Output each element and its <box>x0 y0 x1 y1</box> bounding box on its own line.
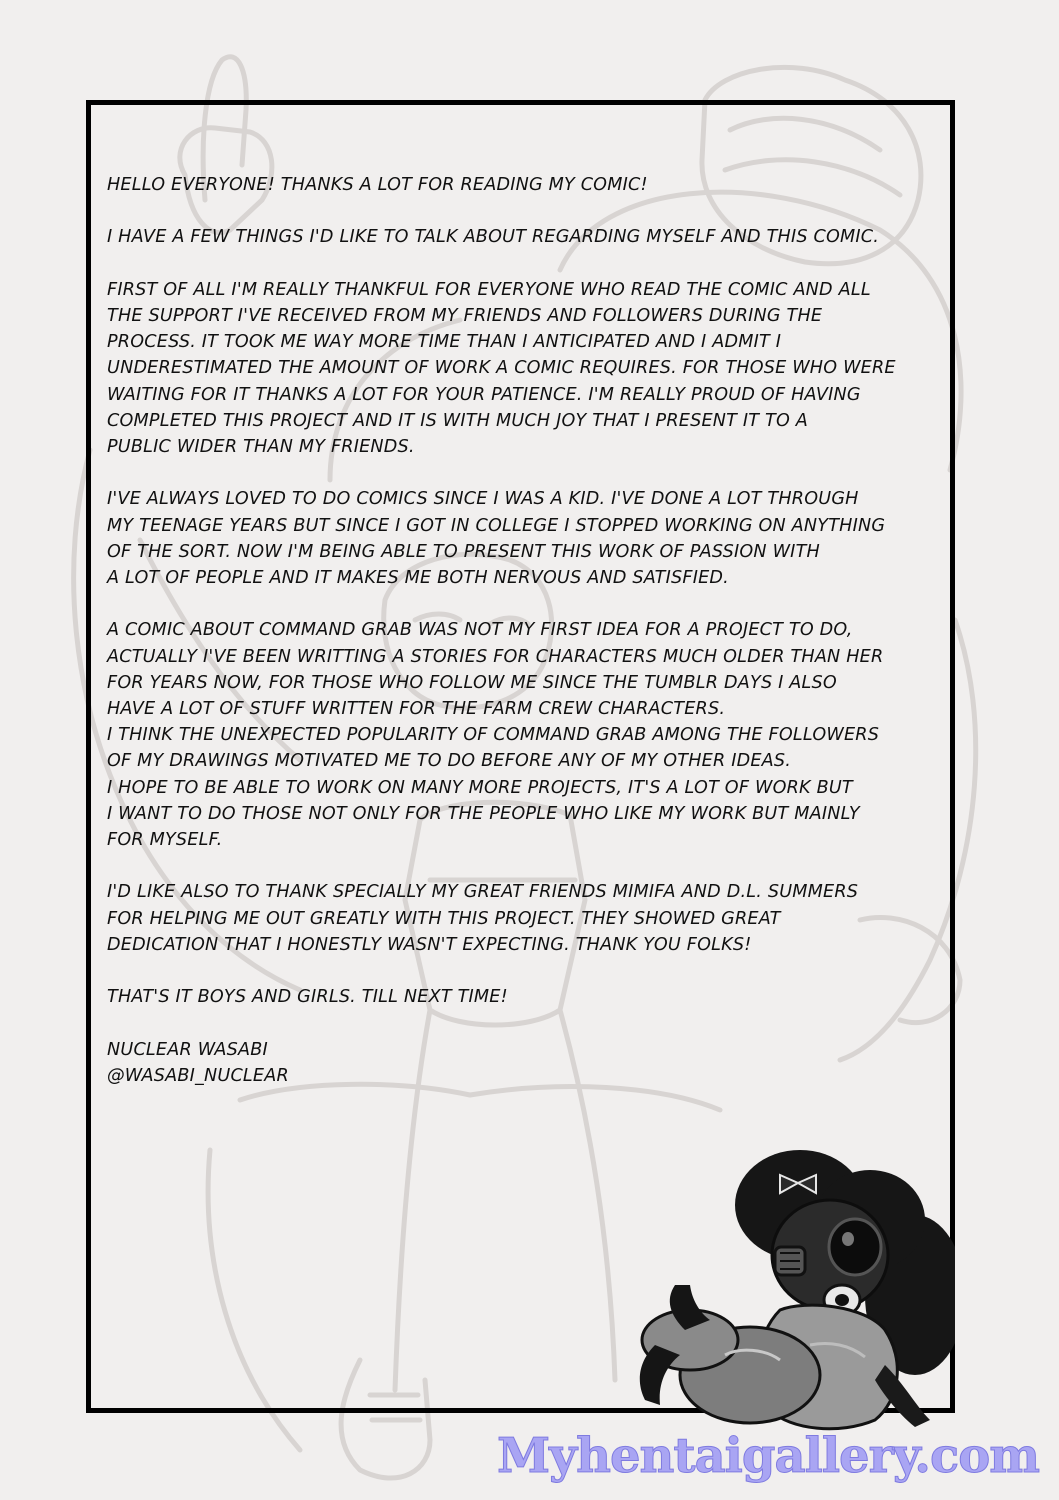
signature <box>107 1037 957 1089</box>
text-line: HAVE A LOT OF STUFF WRITTEN FOR THE FARM CREW CHARACTERS. <box>107 699 726 719</box>
text-line: FIRST OF ALL I'M REALLY THANKFUL FOR EVERYONE WHO READ THE COMIC AND ALL <box>107 279 871 300</box>
text-line: I THINK THE UNEXPECTED POPULARITY OF COMMAND GRAB AMONG THE FOLLOWERS <box>107 725 880 746</box>
text-line: THE SUPPORT I'VE RECEIVED FROM MY FRIENDS AND FOLLOWERS DURING THE <box>107 305 823 326</box>
paragraph-project-ideas <box>107 617 957 853</box>
text-line: MY TEENAGE YEARS BUT SINCE I GOT IN COLLEGE I STOPPED WORKING ON ANYTHING <box>107 515 886 536</box>
paragraph-thanks <box>107 277 957 460</box>
text-line: FOR MYSELF. <box>107 830 223 851</box>
watermark-text: Myhentaigallery.com <box>497 1428 1039 1484</box>
signature-handle: @WASABI_NUCLEAR <box>107 1065 289 1086</box>
text-line: I WANT TO DO THOSE NOT ONLY FOR THE PEOPLE WHO LIKE MY WORK BUT MAINLY <box>107 803 860 824</box>
intro-line: I HAVE A FEW THINGS I'D LIKE TO TALK ABOUT REGARDING MYSELF AND THIS COMIC. <box>107 227 880 248</box>
text-line: FOR YEARS NOW, FOR THOSE WHO FOLLOW ME SINCE THE TUMBLR DAYS I ALSO <box>107 672 837 693</box>
text-line: PROCESS. IT TOOK ME WAY MORE TIME THAN I ANTICIPATED AND I ADMIT I <box>107 332 782 353</box>
paragraph-acknowledgements <box>107 879 957 958</box>
signature-name: NUCLEAR WASABI <box>107 1039 268 1060</box>
text-line: ACTUALLY I'VE BEEN WRITTING A STORIES FOR CHARACTERS MUCH OLDER THAN HER <box>107 646 884 667</box>
greeting-line: HELLO EVERYONE! THANKS A LOT FOR READING MY COMIC! <box>107 175 648 195</box>
text-line: FOR HELPING ME OUT GREATLY WITH THIS PROJECT. THEY SHOWED GREAT <box>107 908 781 929</box>
closing-line: THAT'S IT BOYS AND GIRLS. TILL NEXT TIME! <box>107 987 508 1008</box>
author-avatar-illustration <box>630 1135 955 1435</box>
text-line: A COMIC ABOUT COMMAND GRAB WAS NOT MY FIRST IDEA FOR A PROJECT TO DO, <box>107 620 853 641</box>
text-line: A LOT OF PEOPLE AND IT MAKES ME BOTH NERVOUS AND SATISFIED. <box>107 568 729 588</box>
text-line: I HOPE TO BE ABLE TO WORK ON MANY MORE PROJECTS, IT'S A LOT OF WORK BUT <box>107 777 853 798</box>
text-line: PUBLIC WIDER THAN MY FRIENDS. <box>107 437 415 457</box>
text-line: UNDERESTIMATED THE AMOUNT OF WORK A COMIC REQUIRES. FOR THOSE WHO WERE <box>107 358 896 379</box>
text-line: OF THE SORT. NOW I'M BEING ABLE TO PRESENT THIS WORK OF PASSION WITH <box>107 541 820 562</box>
text-line: COMPLETED THIS PROJECT AND IT IS WITH MUCH JOY THAT I PRESENT IT TO A <box>107 410 809 431</box>
text-line: I'VE ALWAYS LOVED TO DO COMICS SINCE I WAS A KID. I'VE DONE A LOT THROUGH <box>107 489 859 510</box>
text-line: I'D LIKE ALSO TO THANK SPECIALLY MY GREAT FRIENDS MIMIFA AND D.L. SUMMERS <box>107 882 859 903</box>
author-letter <box>107 172 957 1115</box>
text-line: DEDICATION THAT I HONESTLY WASN'T EXPECTING. THANK YOU FOLKS! <box>107 934 752 955</box>
text-line: WAITING FOR IT THANKS A LOT FOR YOUR PATIENCE. I'M REALLY PROUD OF HAVING <box>107 384 861 405</box>
text-line: OF MY DRAWINGS MOTIVATED ME TO DO BEFORE ANY OF MY OTHER IDEAS. <box>107 751 792 772</box>
paragraph-comics-history <box>107 486 957 591</box>
